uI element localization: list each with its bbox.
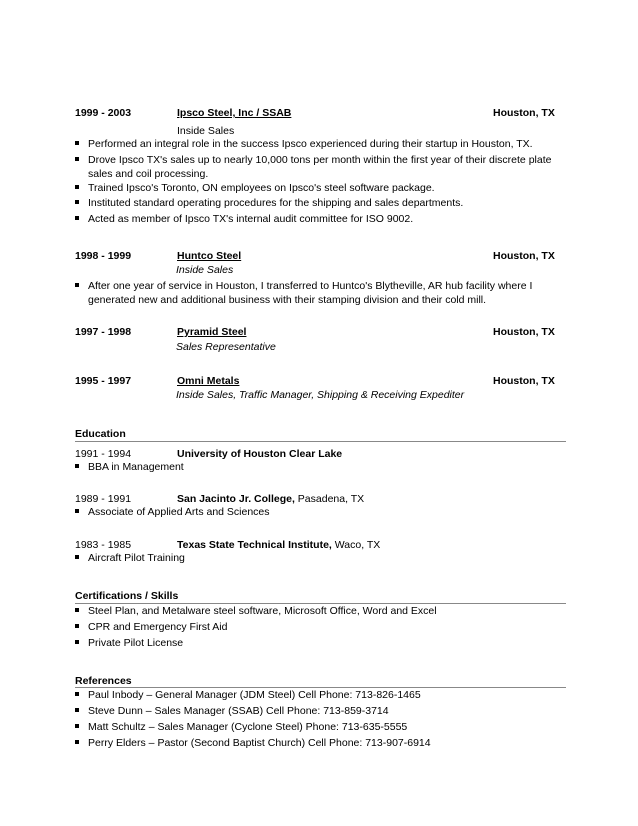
certifications-heading: Certifications / Skills xyxy=(75,590,179,602)
bullet-icon xyxy=(75,509,79,513)
job-4-company: Omni Metals xyxy=(177,375,240,387)
bullet-icon xyxy=(75,708,79,712)
job-1-dates: 1999 - 2003 xyxy=(75,107,132,119)
job-2-dates: 1998 - 1999 xyxy=(75,250,132,262)
edu-1-dates: 1991 - 1994 xyxy=(75,448,132,460)
job-1-location: Houston, TX xyxy=(493,107,555,119)
section-divider xyxy=(75,441,566,442)
bullet-icon xyxy=(75,608,79,612)
job-3-company: Pyramid Steel xyxy=(177,326,247,338)
bullet-icon xyxy=(75,464,79,468)
edu-1-school-line: University of Houston Clear Lake xyxy=(177,448,343,460)
job-2-company: Huntco Steel xyxy=(177,250,242,262)
resume-page: 1999 - 2003 Ipsco Steel, Inc / SSAB Houston, TX Inside Sales Performed an integral role in the success Ipsco experienced during their startup in Houston, TX. Drove Ipsco TX's sales up to nearly 10,000 tons per month within the first year of their discrete plate sales and coil processing. Trained Ipsco's Toronto, ON employees on Ipsco's steel software package. Instituted standard operating procedures for the shipping and sales departments. Acted as member of Ipsco TX's internal audit committee for ISO 9002. 1998 - 1999 Huntco Steel Houston, TX Inside Sales After one year of service in Houston, I transferred to Huntco's Blytheville, AR hub facility where I generated new and additional business with their stamping division and their cold mill. 1997 - 1998 Pyramid Steel Houston, TX Sales Representative 1995 - 1997 Omni Metals Houston, TX Inside Sales, Traffic Manager, Shipping & Receiving Expediter Education 1991 - 1994 University of Houston Clear Lake BBA in Management 1989 - 1991 San Jacinto Jr. College, Pasadena, TX Associate of Applied Arts and Sciences 1983 - 1985 Texas State Technical Institute, Waco, TX Aircraft Pilot Training Certifications / Skills Steel Plan, and Metalware steel software, Microsoft Office, Word and Excel CPR and Emergency First Aid Private Pilot License References Paul Inbody – General Manager (JDM Steel) Cell Phone: 713-826-1465 Steve Dunn – Sales Manager (SSAB) Cell Phone: 713-859-3714 Matt Schultz – Sales Manager (Cyclone Steel) Phone: 713-635-5555 Perry Elders – Pastor (Second Baptist Church) Cell Phone: 713-907-6914 xyxy=(0,0,638,826)
job-4-dates: 1995 - 1997 xyxy=(75,375,132,387)
bullet-icon xyxy=(75,283,79,287)
job-1-company: Ipsco Steel, Inc / SSAB xyxy=(177,107,292,119)
job-3-location: Houston, TX xyxy=(493,326,555,338)
bullet-icon xyxy=(75,724,79,728)
bullet-icon xyxy=(75,141,79,145)
edu-3-school-line: Texas State Technical Institute, Waco, TX xyxy=(177,539,381,551)
bullet-icon xyxy=(75,555,79,559)
bullet-icon xyxy=(75,740,79,744)
bullet-icon xyxy=(75,200,79,204)
job-4-location: Houston, TX xyxy=(493,375,555,387)
bullet-icon xyxy=(75,692,79,696)
job-1-title: Inside Sales xyxy=(177,125,235,137)
job-2-location: Houston, TX xyxy=(493,250,555,262)
edu-2-dates: 1989 - 1991 xyxy=(75,493,132,505)
references-heading: References xyxy=(75,675,132,687)
education-heading: Education xyxy=(75,428,126,440)
edu-3-dates: 1983 - 1985 xyxy=(75,539,132,551)
bullet-icon xyxy=(75,624,79,628)
bullet-icon xyxy=(75,157,79,161)
bullet-icon xyxy=(75,640,79,644)
bullet-icon xyxy=(75,185,79,189)
job-4-title: Inside Sales, Traffic Manager, Shipping & Receiving Expediter xyxy=(176,389,465,401)
job-3-title: Sales Representative xyxy=(176,341,276,353)
edu-2-school-line: San Jacinto Jr. College, Pasadena, TX xyxy=(177,493,365,505)
bullet-icon xyxy=(75,216,79,220)
job-3-dates: 1997 - 1998 xyxy=(75,326,132,338)
job-2-title: Inside Sales xyxy=(176,264,234,276)
